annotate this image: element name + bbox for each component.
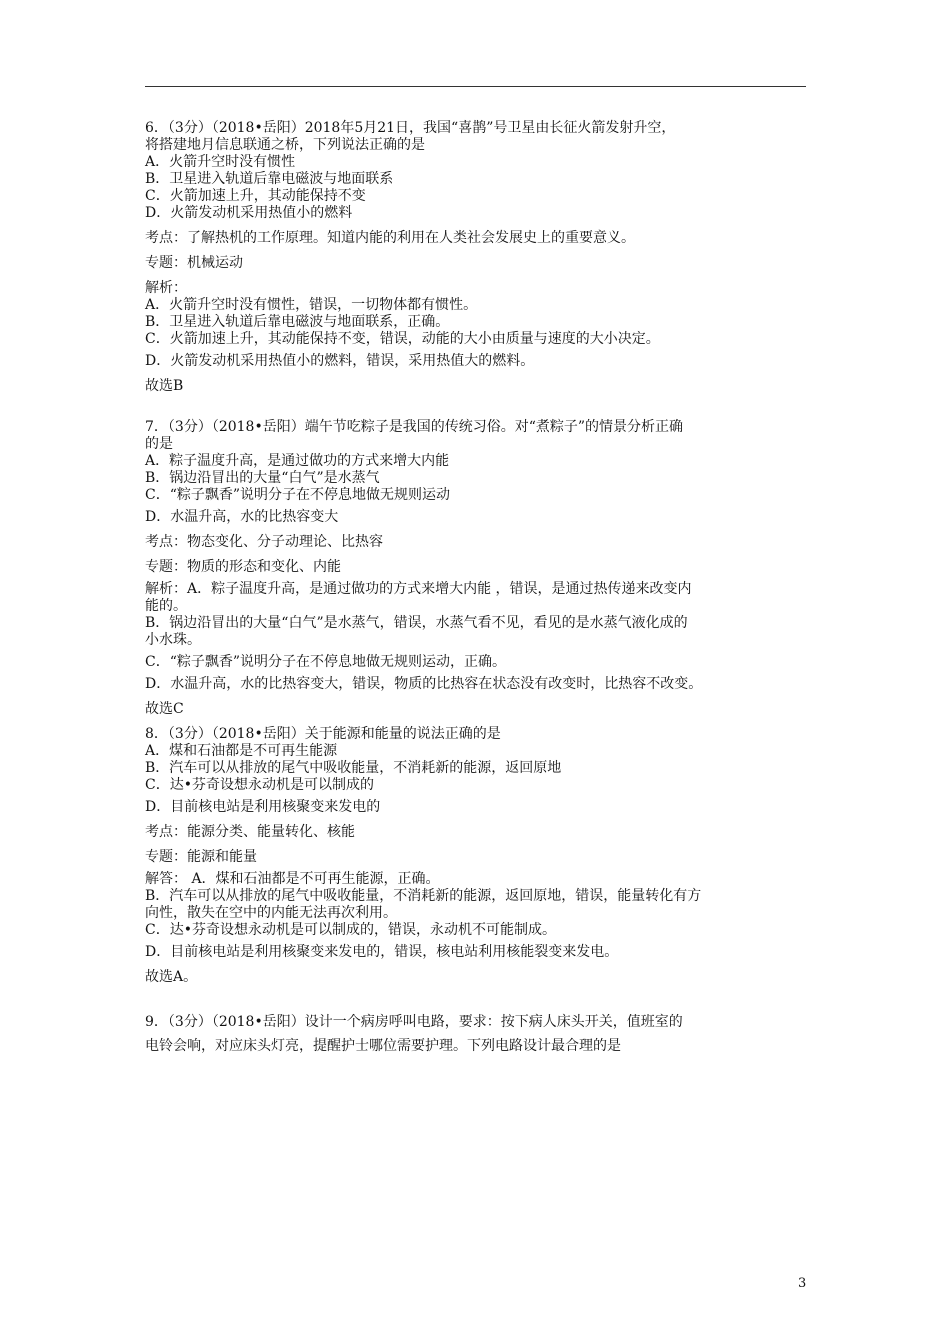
q6-option-d: D．火箭发动机采用热值小的燃料: [145, 205, 353, 221]
q8-jieda-a: 解答： A．煤和石油都是不可再生能源，正确。: [145, 871, 440, 887]
q8-zhuanti: 专题：能源和能量: [145, 849, 257, 865]
q6-option-a: A．火箭升空时没有惯性: [145, 154, 296, 170]
q6-jiexi-c: C．火箭加速上升，其动能保持不变，错误，动能的大小由质量与速度的大小决定。: [145, 331, 660, 347]
q6-zhuanti: 专题：机械运动: [145, 255, 243, 271]
q7-jiexi-c: C．“粽子飘香”说明分子在不停息地做无规则运动，正确。: [145, 654, 507, 670]
q7-option-c: C．“粽子飘香”说明分子在不停息地做无规则运动: [145, 487, 451, 503]
q6-jiexi-b: B．卫星进入轨道后靠电磁波与地面联系，正确。: [145, 314, 450, 330]
q7-jiexi-d: D．水温升高，水的比热容变大，错误，物质的比热容在状态没有改变时，比热容不改变。: [145, 676, 703, 692]
q7-answer: 故选C: [145, 701, 184, 717]
q8-answer: 故选A。: [145, 969, 198, 985]
question-7: [145, 419, 810, 718]
page-number: 3: [798, 1276, 807, 1291]
q7-jiexi-b-line-2: 小水珠。: [145, 632, 201, 648]
q7-stem-line-2: 的是: [145, 436, 173, 452]
q6-stem-line-1: 6．（3分）（2018•岳阳）2018年5月21日，我国“喜鹊”号卫星由长征火箭发射升空，: [145, 120, 676, 136]
q6-jiexi-a: A．火箭升空时没有惯性，错误，一切物体都有惯性。: [145, 297, 478, 313]
q6-jiexi-label: 解析：: [145, 280, 187, 296]
q9-stem-line-2: 电铃会响，对应床头灯亮，提醒护士哪位需要护理。下列电路设计最合理的是: [145, 1038, 621, 1054]
question-9: [145, 1010, 810, 1058]
q8-option-a: A．煤和石油都是不可再生能源: [145, 743, 338, 759]
q8-kaodian: 考点：能源分类、能量转化、核能: [145, 824, 355, 840]
q6-kaodian: 考点：了解热机的工作原理。知道内能的利用在人类社会发展史上的重要意义。: [145, 230, 635, 246]
header-rule: [145, 86, 806, 87]
q6-answer: 故选B: [145, 378, 184, 394]
question-6: [145, 120, 810, 395]
q8-jieda-d: D．目前核电站是利用核聚变来发电的，错误，核电站利用核能裂变来发电。: [145, 944, 619, 960]
q6-option-c: C．火箭加速上升，其动能保持不变: [145, 188, 366, 204]
document-body: [145, 120, 810, 1058]
q7-option-b: B．锅边沿冒出的大量“白气”是水蒸气: [145, 470, 380, 486]
q8-stem: 8．（3分）（2018•岳阳）关于能源和能量的说法正确的是: [145, 726, 501, 742]
question-8: [145, 726, 810, 986]
q7-jiexi-a-line-1: 解析：A．粽子温度升高，是通过做功的方式来增大内能 ，错误，是通过热传递来改变内: [145, 581, 692, 597]
q7-option-a: A．粽子温度升高，是通过做功的方式来增大内能: [145, 453, 450, 469]
q7-stem-line-1: 7．（3分）（2018•岳阳）端午节吃粽子是我国的传统习俗。对“煮粽子”的情景分析正确: [145, 419, 684, 435]
q7-zhuanti: 专题：物质的形态和变化、内能: [145, 559, 341, 575]
q8-jieda-c: C．达•芬奇设想永动机是可以制成的，错误，永动机不可能制成。: [145, 922, 556, 938]
q7-kaodian: 考点：物态变化、分子动理论、比热容: [145, 534, 383, 550]
q6-stem-line-2: 将搭建地月信息联通之桥，下列说法正确的是: [145, 137, 425, 153]
q8-jieda-b-line-1: B．汽车可以从排放的尾气中吸收能量，不消耗新的能源，返回原地，错误，能量转化有方: [145, 888, 702, 904]
q6-jiexi-d: D．火箭发动机采用热值小的燃料，错误，采用热值大的燃料。: [145, 353, 535, 369]
q9-stem-line-1: 9．（3分）（2018•岳阳）设计一个病房呼叫电路，要求：按下病人床头开关，值班室的: [145, 1014, 683, 1030]
q8-option-b: B．汽车可以从排放的尾气中吸收能量，不消耗新的能源，返回原地: [145, 760, 562, 776]
q7-option-d: D．水温升高，水的比热容变大: [145, 509, 339, 525]
q7-jiexi-a-line-2: 能的。: [145, 598, 187, 614]
q8-option-d: D．目前核电站是利用核聚变来发电的: [145, 799, 381, 815]
q7-jiexi-b-line-1: B．锅边沿冒出的大量“白气”是水蒸气，错误，水蒸气看不见，看见的是水蒸气液化成的: [145, 615, 688, 631]
q6-option-b: B．卫星进入轨道后靠电磁波与地面联系: [145, 171, 394, 187]
q8-jieda-b-line-2: 向性，散失在空中的内能无法再次利用。: [145, 905, 397, 921]
q8-option-c: C．达•芬奇设想永动机是可以制成的: [145, 777, 374, 793]
